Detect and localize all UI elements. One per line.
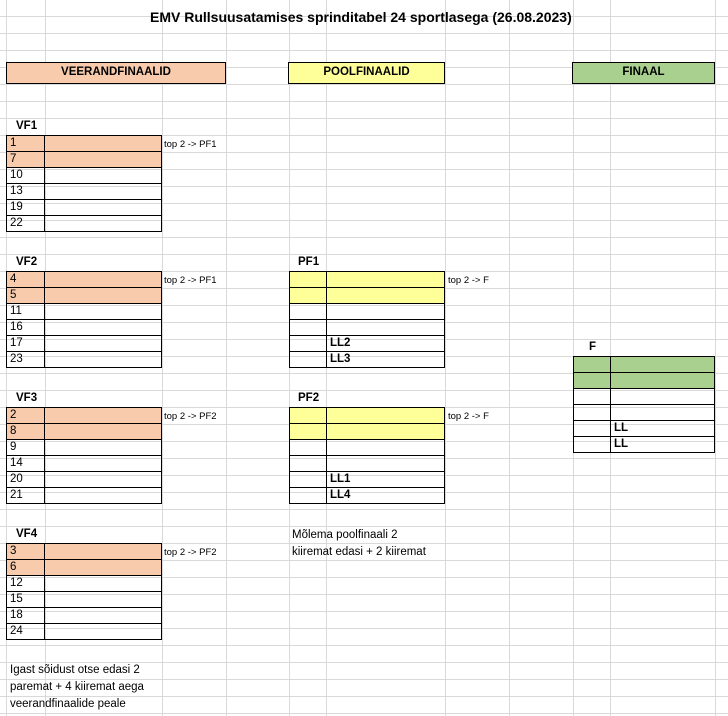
seed-cell[interactable] [290,472,327,488]
heat-row [290,304,445,320]
heat-row [7,304,162,320]
heat-row [7,472,162,488]
final-table [573,356,715,453]
quarterfinal-note-line-3: veerandfinaalide peale [10,698,126,710]
heat-row [574,437,715,453]
athlete-cell[interactable]: LL [611,421,715,437]
seed-cell[interactable]: 2 [7,408,45,424]
heat-row [290,408,445,424]
vf3-label: VF3 [16,392,38,404]
seed-cell[interactable]: 24 [7,624,45,640]
heat-row [290,336,445,352]
seed-cell[interactable]: 7 [7,152,45,168]
seed-cell[interactable] [290,488,327,504]
heat-row [7,152,162,168]
heat-row [7,440,162,456]
athlete-cell[interactable]: LL4 [327,488,445,504]
heat-row [290,440,445,456]
heat-row [7,608,162,624]
heat-row [7,544,162,560]
seed-cell[interactable] [574,373,611,389]
seed-cell[interactable] [290,336,327,352]
athlete-cell[interactable] [45,440,162,456]
seed-cell[interactable]: 16 [7,320,45,336]
heat-row [7,272,162,288]
pf2-advance-note: top 2 -> F [448,411,489,422]
athlete-cell[interactable] [327,272,445,288]
seed-cell[interactable]: 5 [7,288,45,304]
athlete-cell[interactable] [45,352,162,368]
seed-cell[interactable]: 21 [7,488,45,504]
seed-cell[interactable]: 19 [7,200,45,216]
vf4-advance-note: top 2 -> PF2 [164,547,217,558]
seed-cell[interactable] [290,440,327,456]
athlete-cell[interactable] [45,304,162,320]
seed-cell[interactable]: 20 [7,472,45,488]
quarterfinal-note-line-2: paremat + 4 kiiremat aega [10,681,144,693]
athlete-cell[interactable]: LL [611,437,715,453]
athlete-cell[interactable] [45,408,162,424]
athlete-cell[interactable] [327,288,445,304]
vf2-label: VF2 [16,256,38,268]
seed-cell[interactable]: 12 [7,576,45,592]
final-header: FINAAL [572,62,715,84]
seed-cell[interactable]: 9 [7,440,45,456]
pf1-advance-note: top 2 -> F [448,275,489,286]
heat-row [290,472,445,488]
seed-cell[interactable]: 22 [7,216,45,232]
seed-cell[interactable] [290,288,327,304]
athlete-cell[interactable] [327,456,445,472]
athlete-cell[interactable] [611,373,715,389]
heat-row [7,408,162,424]
vf1-advance-note: top 2 -> PF1 [164,139,217,150]
seed-cell[interactable]: 10 [7,168,45,184]
seed-cell[interactable] [290,424,327,440]
athlete-cell[interactable] [45,560,162,576]
athlete-cell[interactable] [45,184,162,200]
seed-cell[interactable] [290,304,327,320]
seed-cell[interactable] [290,272,327,288]
heat-row [7,216,162,232]
seed-cell[interactable] [290,456,327,472]
pf2-label: PF2 [298,392,320,404]
heat-row [290,288,445,304]
seed-cell[interactable] [290,320,327,336]
athlete-cell[interactable] [45,624,162,640]
quarterfinals-header: VEERANDFINAALID [6,62,226,84]
athlete-cell[interactable] [327,408,445,424]
athlete-cell[interactable] [45,472,162,488]
athlete-cell[interactable] [45,488,162,504]
heat-row [290,272,445,288]
athlete-cell[interactable] [327,424,445,440]
seed-cell[interactable]: 4 [7,272,45,288]
heat-row [7,352,162,368]
athlete-cell[interactable] [611,357,715,373]
vf2-advance-note: top 2 -> PF1 [164,275,217,286]
heat-row [290,320,445,336]
vf1-table [6,135,162,232]
seed-cell[interactable]: 18 [7,608,45,624]
heat-row [574,405,715,421]
athlete-cell[interactable] [45,272,162,288]
heat-row [7,320,162,336]
heat-row [7,560,162,576]
seed-cell[interactable] [574,389,611,405]
heat-row [7,624,162,640]
heat-row [7,576,162,592]
heat-row [7,456,162,472]
seed-cell[interactable]: 3 [7,544,45,560]
athlete-cell[interactable] [45,136,162,152]
athlete-cell[interactable] [45,592,162,608]
sheet-title: EMV Rullsuusatamises sprinditabel 24 sportlasega (26.08.2023) [150,9,572,25]
athlete-cell[interactable] [327,304,445,320]
seed-cell[interactable] [574,405,611,421]
seed-cell[interactable] [574,437,611,453]
athlete-cell[interactable] [45,576,162,592]
athlete-cell[interactable]: LL2 [327,336,445,352]
athlete-cell[interactable] [611,389,715,405]
seed-cell[interactable]: 8 [7,424,45,440]
seed-cell[interactable]: 15 [7,592,45,608]
athlete-cell[interactable] [45,424,162,440]
heat-row [7,168,162,184]
seed-cell[interactable]: 17 [7,336,45,352]
heat-row [7,424,162,440]
vf4-label: VF4 [16,528,38,540]
heat-row [7,288,162,304]
seed-cell[interactable]: 11 [7,304,45,320]
athlete-cell[interactable] [45,336,162,352]
athlete-cell[interactable] [45,320,162,336]
pf1-label: PF1 [298,256,320,268]
seed-cell[interactable] [574,357,611,373]
heat-row [290,488,445,504]
seed-cell[interactable] [574,421,611,437]
seed-cell[interactable]: 23 [7,352,45,368]
heat-row [7,488,162,504]
athlete-cell[interactable] [327,440,445,456]
athlete-cell[interactable]: LL1 [327,472,445,488]
vf3-table [6,407,162,504]
athlete-cell[interactable] [45,216,162,232]
athlete-cell[interactable] [611,405,715,421]
heat-row [7,336,162,352]
vf1-label: VF1 [16,120,38,132]
athlete-cell[interactable] [45,200,162,216]
semifinal-note-line-2: kiiremat edasi + 2 kiiremat [292,546,426,558]
seed-cell[interactable]: 6 [7,560,45,576]
final-label: F [589,341,597,353]
seed-cell[interactable]: 14 [7,456,45,472]
heat-row [7,184,162,200]
athlete-cell[interactable] [327,320,445,336]
heat-row [290,424,445,440]
vf3-advance-note: top 2 -> PF2 [164,411,217,422]
heat-row [290,352,445,368]
athlete-cell[interactable] [45,168,162,184]
vf2-table [6,271,162,368]
heat-row [574,357,715,373]
heat-row [7,200,162,216]
heat-row [574,373,715,389]
seed-cell[interactable]: 1 [7,136,45,152]
heat-row [7,136,162,152]
pf1-table [289,271,445,368]
heat-row [574,389,715,405]
heat-row [7,592,162,608]
seed-cell[interactable] [290,408,327,424]
athlete-cell[interactable] [45,456,162,472]
heat-row [290,456,445,472]
athlete-cell[interactable] [45,152,162,168]
pf2-table [289,407,445,504]
heat-row [574,421,715,437]
athlete-cell[interactable] [45,608,162,624]
vf4-table [6,543,162,640]
seed-cell[interactable]: 13 [7,184,45,200]
athlete-cell[interactable]: LL3 [327,352,445,368]
athlete-cell[interactable] [45,288,162,304]
seed-cell[interactable] [290,352,327,368]
semifinals-header: POOLFINAALID [288,62,445,84]
semifinal-note-line-1: Mõlema poolfinaali 2 [292,529,398,541]
athlete-cell[interactable] [45,544,162,560]
quarterfinal-note-line-1: Igast sõidust otse edasi 2 [10,664,140,676]
